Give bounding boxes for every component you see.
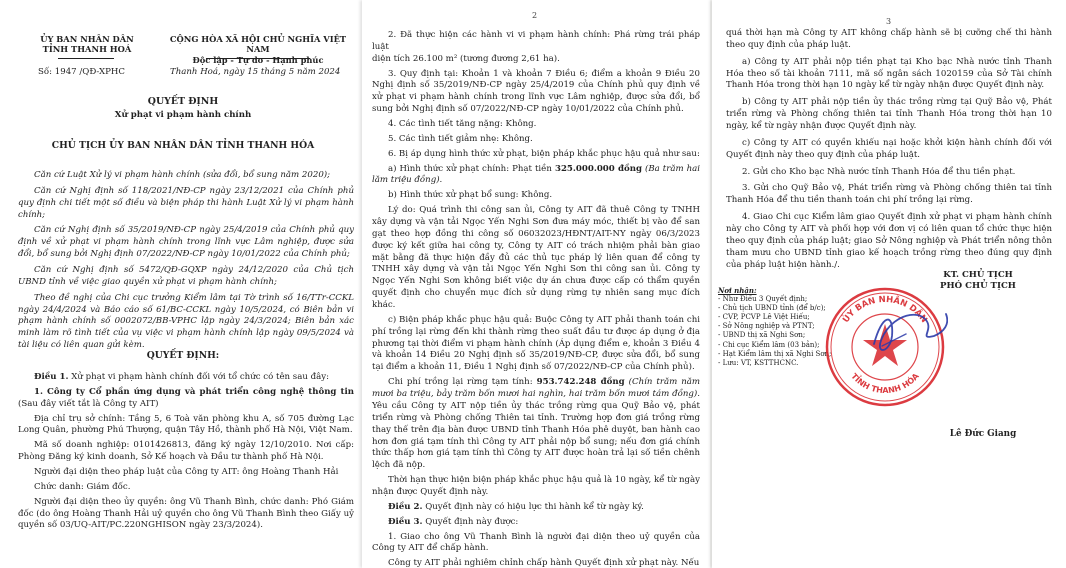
- decision-date: Thanh Hoá, ngày 15 tháng 5 năm 2024: [170, 67, 341, 77]
- preamble: [18, 170, 354, 352]
- recipient-item: - Chi cục Kiểm lâm (03 bản);: [718, 340, 820, 349]
- org-underline: [58, 58, 114, 59]
- motto-underline: [206, 58, 310, 59]
- document-page-2: [362, 0, 710, 568]
- reason: Lý do: Quá trình thi công san ủi, Công ty AIT đã thuê Công ty TNHH xây dựng và vận tải Ngọc Yến Nghi Sơn đưa máy móc, thiết bị vào để san gạt theo hợp đồng thi công số 06032023/HĐNT/AIT-NY ngày 06/3/2023 được ký kết giữa hai công ty, Công ty AIT có trách nhiệm phải bàn giao mặt bằng đã thực hiện đầy đủ các thủ tục pháp lý liên quan để công ty TNHH xây dựng và vận tải Ngọc Yến Nghi Sơn thi công san ủi. Công ty Ngọc Yến Nghi Sơn không biết việc dự án chưa được cấp có thẩm quyền quyết định cho chuyển mục đích sử dụng rừng tự nhiên sang mục đích khác.: [372, 205, 700, 311]
- authorized-representative: Người đại diện theo ủy quyền: ông Vũ Thanh Bình, chức danh: Phó Giám đốc (do ông Hoàng Thanh Hải uỷ quyền cho ông Vũ Thanh Bình theo Giấy uỷ quyền số 03/UQ-AIT/PC.220NGHISON ngày 23/3/2024).: [18, 496, 354, 531]
- remedy-deadline: Thời hạn thực hiện biện pháp khắc phục hậu quả là 10 ngày, kể từ ngày nhận được Quyết định này.: [372, 475, 700, 497]
- fine-prefix: a) Hình thức xử phạt chính: Phạt tiền: [388, 163, 552, 174]
- article-3-text: Quyết định này được:: [425, 516, 519, 527]
- cost-rest: Yêu cầu Công ty AIT nộp tiền ủy thác trồng rừng qua Quỹ Bảo vệ, phát triển rừng và Phòng chống Thiên tai tỉnh. Trường hợp đơn giá trồng rừng thay thế trên địa bàn được UBND tỉnh Thanh Hóa phê duyệt, ban hành cao hơn đơn giá tạm tính thì Công ty AIT phải nộp bổ sung; nếu đơn giá chính thức thấp hơn giá tạm tính thì Công ty AIT được hoàn trả lại số tiền chênh lệch đã nộp.: [372, 400, 700, 471]
- item-a: a) Công ty AIT phải nộp tiền phạt tại Kho bạc Nhà nước tỉnh Thanh Hóa theo số tài khoản 7111, mã số ngân sách 1020159 của Sở Tài chính Thanh Hóa trong thời hạn 10 ngày kể từ ngày nhận được Quyết định này.: [726, 56, 1052, 91]
- recipient-item: - Chủ tịch UBND tỉnh (để b/c);: [718, 304, 826, 313]
- sign-title: PHÓ CHỦ TỊCH: [940, 281, 1016, 292]
- article-1-text: Xử phạt vi phạm hành chính đối với tổ chức có tên sau đây:: [71, 372, 329, 382]
- authority: CHỦ TỊCH ỦY BAN NHÂN DÂN TỈNH THANH HÓA: [51, 140, 315, 151]
- article-2-text: Quyết định này có hiệu lực thi hành kể từ ngày ký.: [425, 501, 644, 512]
- article-3-label: Điều 3.: [388, 516, 423, 527]
- mitigating: 5. Các tình tiết giảm nhẹ: Không.: [388, 133, 533, 144]
- item-4: 4. Giao Chi cục Kiểm lâm giao Quyết định xử phạt vi phạm hành chính này cho Công ty AIT và phối hợp với đơn vị có liên quan tổ chức thực hiện theo quy định của pháp luật; giao Sở Nông nghiệp và Phát triển nông thôn tham mưu cho UBND tỉnh giao kế hoạch trồng rừng theo đúng quy định của pháp luật hiện hành./.: [726, 212, 1052, 270]
- signer-name: Lê Đức Giang: [949, 429, 1017, 439]
- org-address: Địa chỉ trụ sở chính: Tầng 5, 6 Toà văn phòng khu A, số 705 đường Lạc Long Quân, phường Phú Thượng, quận Tây Hồ, thành phố Hà Nội, Việt Nam.: [18, 413, 354, 436]
- article-1: [18, 372, 354, 532]
- recipient-item: - Như Điều 3 Quyết định;: [718, 295, 808, 304]
- org-suffix: (Sau đây viết tắt là Công ty AIT): [18, 398, 159, 409]
- item-2: 2. Gửi cho Kho bạc Nhà nước tỉnh Thanh Hóa để thu tiền phạt.: [742, 166, 1016, 177]
- legal-representative: Người đại diện theo pháp luật của Công ty AIT: ông Hoàng Thanh Hải: [34, 467, 339, 478]
- legal-basis: 3. Quy định tại: Khoản 1 và khoản 7 Điều 6; điểm a khoản 9 Điều 20 Nghị định số 35/2019/NĐ-CP ngày 25/4/2019 của Chính phủ quy định về xử phạt vi phạm hành chính trong lĩnh vực Lâm nghiệp, được sửa đổi, bổ sung bởi Nghị định số 07/2022/NĐ-CP ngày 10/01/2022 của Chính phủ.: [372, 68, 700, 115]
- recipients-title: Nơi nhận:: [718, 286, 757, 295]
- doc-title: QUYẾT ĐỊNH: [147, 96, 219, 107]
- official-seal-stamp: [822, 284, 948, 410]
- recipient-item: - UBND thị xã Nghi Sơn;: [718, 331, 806, 340]
- sign-kt: KT. CHỦ TỊCH: [943, 270, 1013, 280]
- article-3-item-1-cont: Công ty AIT phải nghiêm chỉnh chấp hành Quyết định xử phạt này. Nếu: [388, 558, 700, 568]
- fine-amount: 325.000.000 đồng: [554, 163, 643, 174]
- org-line-1: ỦY BAN NHÂN DÂN: [40, 34, 134, 44]
- svg-text:TỈNH THANH HÓA: [849, 371, 921, 395]
- article-2-label: Điều 2.: [388, 501, 423, 512]
- country-line-2: Độc lập - Tự do - Hạnh phúc: [192, 54, 324, 65]
- recipient-item: - Hạt Kiểm lâm thị xã Nghi Sơn;: [718, 349, 832, 358]
- issuing-org: [22, 34, 152, 55]
- article-1-label: Điều 1.: [34, 372, 69, 382]
- recipient-item: - CVP, PCVP Lê Việt Hiếu;: [718, 313, 810, 322]
- enforcement-note: quá thời hạn mà Công ty AIT không chấp hành sẽ bị cưỡng chế thi hành theo quy định của pháp luật.: [726, 28, 1052, 50]
- item-c: c) Công ty AIT có quyền khiếu nại hoặc khởi kiện hành chính đối với Quyết định này theo quy định của pháp luật.: [726, 137, 1052, 160]
- decision-heading: QUYẾT ĐỊNH:: [146, 350, 220, 361]
- document-page-3: [712, 0, 1066, 568]
- penalty-intro: 6. Bị áp dụng hình thức xử phạt, biện pháp khắc phục hậu quả như sau:: [388, 148, 700, 159]
- decision-number: Số: 1947 /QĐ-XPHC: [38, 67, 125, 77]
- preamble-item: Theo đề nghị của Chi cục trưởng Kiểm lâm tại Tờ trình số 16/TTr-CCKL ngày 24/4/2024 và Báo cáo số 61/BC-CCKL ngày 10/5/2024, có Biên bản vi phạm hành chính số 0002072/BB-VPHC lập ngày 24/3/2024; Biên bản xác minh làm rõ tình tiết của vụ việc vi phạm hành chính lập ngày 09/5/2024 và tài liệu có liên quan gửi kèm.: [18, 292, 354, 351]
- item-b: b) Công ty AIT phải nộp tiền ủy thác trồng rừng tại Quỹ Bảo vệ, Phát triển rừng và Phòng chống thiên tai tỉnh Thanh Hóa trong thời hạn 10 ngày, kể từ ngày nhận được Quyết định này.: [726, 97, 1052, 132]
- recipient-item: - Lưu: VT, KSTTHCNC.: [718, 358, 799, 367]
- article-3-item-1: 1. Giao cho ông Vũ Thanh Bình là người đại diện theo uỷ quyền của Công ty AIT để chấp hành.: [372, 531, 700, 554]
- representative-title: Chức danh: Giám đốc.: [34, 481, 131, 492]
- page-number: 2: [532, 11, 538, 20]
- item-3: 3. Gửi cho Quỹ Bảo vệ, Phát triển rừng và Phòng chống thiên tai tỉnh Thanh Hóa để thu tiền thanh toán chi phí trồng lại rừng.: [726, 183, 1052, 206]
- org-name: 1. Công ty Cổ phần ứng dụng và phát triển công nghệ thông tin: [34, 386, 354, 397]
- cost-words: (Chín trăm năm mươi ba triệu, bảy trăm bốn mươi hai nghìn, hai trăm bốn mươi tám đồng).: [372, 377, 701, 400]
- violation: 2. Đã thực hiện các hành vi vi phạm hành chính: Phá rừng trái pháp luật: [372, 30, 700, 52]
- preamble-item: Căn cứ Nghị định số 118/2021/NĐ-CP ngày 23/12/2021 của Chính phủ quy định chi tiết một số điều và biện pháp thi hành Luật Xử lý vi phạm hành chính;: [18, 185, 354, 220]
- org-line-2: TỈNH THANH HOÁ: [42, 44, 132, 55]
- remedy: c) Biện pháp khắc phục hậu quả: Buộc Công ty AIT phải thanh toán chi phí trồng lại rừng đến khi thành rừng theo suất đầu tư được áp dụng ở địa phương tại thời điểm vi phạm hành chính (Áp dụng điểm e, khoản 3 Điều 4 và khoản 14 Điều 20 Nghị định số 35/2019/NĐ-CP, được sửa đổi, bổ sung tại điểm a khoản 11, Điều 1 Nghị định số 07/2022/NĐ-CP của Chính phủ).: [372, 314, 700, 373]
- page-number: 3: [886, 17, 892, 26]
- doc-subtitle: Xử phạt vi phạm hành chính: [114, 110, 252, 120]
- fine-words: (Ba trăm hai lăm triệu đồng).: [372, 163, 700, 186]
- page-2-body: [372, 30, 700, 568]
- violation-area: diện tích 26.100 m² (tương đương 2,61 ha).: [372, 53, 560, 64]
- country-line-1: CỘNG HÒA XÃ HỘI CHỦ NGHĨA VIỆT NAM: [169, 34, 347, 55]
- cost-prefix: Chi phí trồng lại rừng tạm tính:: [388, 377, 533, 388]
- recipient-item: - Sở Nông nghiệp và PTNT;: [718, 322, 815, 331]
- additional-penalty: b) Hình thức xử phạt bổ sung: Không.: [388, 190, 553, 201]
- national-motto: [158, 34, 358, 65]
- preamble-item: Căn cứ Nghị định số 5472/QĐ-GQXP ngày 24/12/2020 của Chủ tịch UBND tỉnh về việc giao quyền xử phạt vi phạm hành chính;: [18, 265, 354, 287]
- preamble-item: Căn cứ Luật Xử lý vi phạm hành chính (sửa đổi, bổ sung năm 2020);: [34, 170, 331, 180]
- document-page-1: [0, 0, 366, 568]
- preamble-item: Căn cứ Nghị định số 35/2019/NĐ-CP ngày 25/4/2019 của Chính phủ quy định về xử phạt vi phạm hành chính trong lĩnh vực Lâm nghiệp, được sửa đổi, bổ sung bởi Nghị định 07/2022/NĐ-CP ngày 10/01/2022 của Chính phủ;: [18, 225, 354, 260]
- page-3-body: [726, 28, 1052, 271]
- seal-text-bottom: TỈNH THANH HÓA: [849, 371, 921, 396]
- seal-text-top: ỦY BAN NHÂN DÂN: [841, 294, 929, 325]
- aggravating: 4. Các tình tiết tăng nặng: Không.: [388, 119, 537, 130]
- org-tax-code: Mã số doanh nghiệp: 0101426813, đăng ký ngày 12/10/2010. Nơi cấp: Phòng Đăng ký kinh doanh, Sở Kế hoạch và Đầu tư thành phố Hà Nội.: [18, 440, 354, 463]
- cost-amount: 953.742.248 đồng: [536, 377, 625, 388]
